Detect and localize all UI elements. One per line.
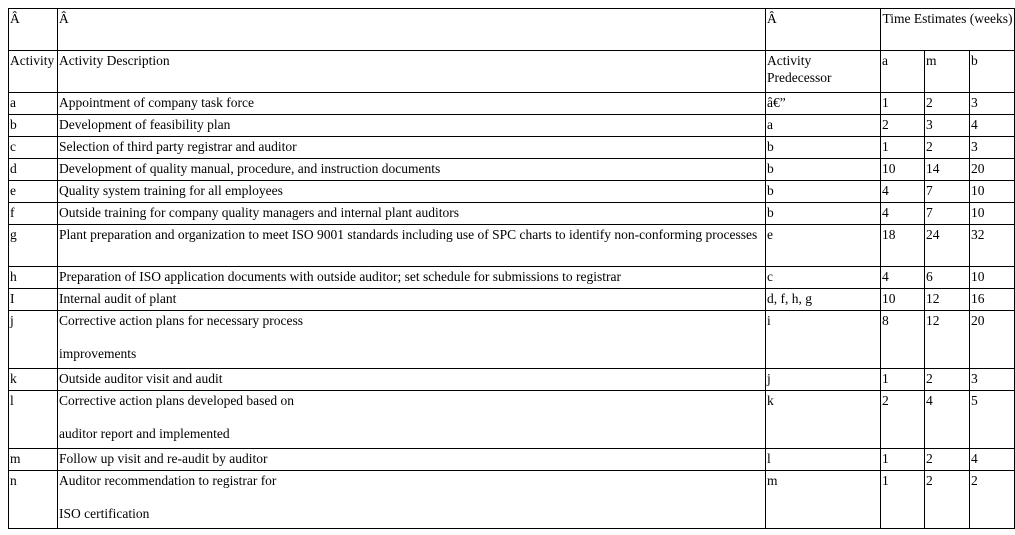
description-cell	[58, 289, 766, 311]
estimate-a-header: a	[881, 51, 925, 93]
activity-cell: b	[9, 115, 58, 137]
estimate-m-cell: 2	[925, 369, 970, 391]
activity-cell: e	[9, 181, 58, 203]
activity-cell: l	[9, 391, 58, 449]
estimate-a-cell: 1	[881, 369, 925, 391]
estimate-m-cell: 4	[925, 391, 970, 449]
description-line-2: auditor report and implemented	[59, 426, 230, 441]
description-line-1: Outside training for company quality managers and internal plant auditors	[59, 205, 460, 220]
activity-cell: d	[9, 159, 58, 181]
table-row	[9, 471, 1015, 529]
estimate-a-cell: 4	[881, 181, 925, 203]
activity-cell: f	[9, 203, 58, 225]
estimate-a-cell: 4	[881, 267, 925, 289]
estimate-m-cell: 2	[925, 137, 970, 159]
estimate-a-cell: 1	[881, 137, 925, 159]
table-row	[9, 181, 1015, 203]
table-row	[9, 391, 1015, 449]
header-blank-2: Â	[58, 9, 766, 51]
activity-header: Activity	[9, 51, 58, 93]
predecessor-cell: â€”	[766, 93, 881, 115]
predecessor-cell: b	[766, 181, 881, 203]
description-line-1: Corrective action plans developed based on	[59, 393, 295, 408]
estimate-m-cell: 3	[925, 115, 970, 137]
description-line-1: Preparation of ISO application documents with outside auditor; set schedule for submissions to registrar	[59, 269, 622, 284]
predecessor-cell: i	[766, 311, 881, 369]
description-line-1: Appointment of company task force	[59, 95, 254, 110]
predecessor-cell: j	[766, 369, 881, 391]
estimate-m-header: m	[925, 51, 970, 93]
table-row	[9, 225, 1015, 267]
predecessor-cell: l	[766, 449, 881, 471]
description-line-1: Auditor recommendation to registrar for	[59, 473, 277, 488]
estimate-a-cell: 1	[881, 449, 925, 471]
header-row-top	[9, 9, 1015, 51]
header-blank-3: Â	[766, 9, 881, 51]
description-line-1: Plant preparation and organization to meet ISO 9001 standards including use of SPC charts to identify non-conforming processes	[59, 227, 758, 242]
predecessor-cell: c	[766, 267, 881, 289]
description-cell	[58, 159, 766, 181]
description-cell	[58, 115, 766, 137]
predecessor-header: Activity Predecessor	[766, 51, 881, 93]
description-cell	[58, 203, 766, 225]
table-row	[9, 137, 1015, 159]
estimate-m-cell: 7	[925, 181, 970, 203]
activity-cell: j	[9, 311, 58, 369]
estimate-m-cell: 24	[925, 225, 970, 267]
estimate-b-cell: 3	[970, 93, 1015, 115]
estimate-b-cell: 20	[970, 159, 1015, 181]
estimate-m-cell: 12	[925, 289, 970, 311]
table-row	[9, 311, 1015, 369]
estimate-m-cell: 2	[925, 449, 970, 471]
description-line-1: Development of quality manual, procedure, and instruction documents	[59, 161, 441, 176]
predecessor-cell: e	[766, 225, 881, 267]
estimate-m-cell: 2	[925, 93, 970, 115]
estimate-m-cell: 14	[925, 159, 970, 181]
description-cell	[58, 137, 766, 159]
estimate-b-cell: 3	[970, 369, 1015, 391]
description-cell	[58, 449, 766, 471]
predecessor-cell: b	[766, 137, 881, 159]
table-row	[9, 203, 1015, 225]
estimate-b-cell: 4	[970, 115, 1015, 137]
estimate-b-cell: 4	[970, 449, 1015, 471]
description-line-1: Development of feasibility plan	[59, 117, 231, 132]
description-cell	[58, 471, 766, 529]
table-row	[9, 289, 1015, 311]
description-line-1: Corrective action plans for necessary process	[59, 313, 304, 328]
activity-cell: k	[9, 369, 58, 391]
description-cell	[58, 391, 766, 449]
estimate-a-cell: 10	[881, 289, 925, 311]
estimate-a-cell: 1	[881, 471, 925, 529]
predecessor-cell: a	[766, 115, 881, 137]
description-cell	[58, 181, 766, 203]
header-blank-1: Â	[9, 9, 58, 51]
estimate-b-cell: 10	[970, 181, 1015, 203]
predecessor-cell: d, f, h, g	[766, 289, 881, 311]
estimate-m-cell: 2	[925, 471, 970, 529]
table-row	[9, 449, 1015, 471]
description-line-1: Follow up visit and re-audit by auditor	[59, 451, 268, 466]
activity-cell: n	[9, 471, 58, 529]
predecessor-cell: b	[766, 203, 881, 225]
estimate-b-cell: 20	[970, 311, 1015, 369]
table-row	[9, 369, 1015, 391]
estimate-b-cell: 2	[970, 471, 1015, 529]
description-header: Activity Description	[58, 51, 766, 93]
description-line-1: Selection of third party registrar and auditor	[59, 139, 297, 154]
description-cell	[58, 369, 766, 391]
predecessor-cell: b	[766, 159, 881, 181]
estimate-b-cell: 10	[970, 203, 1015, 225]
activity-table	[8, 8, 1015, 529]
estimate-a-cell: 8	[881, 311, 925, 369]
table-body	[9, 9, 1015, 529]
description-cell	[58, 267, 766, 289]
description-cell	[58, 225, 766, 267]
description-cell	[58, 311, 766, 369]
activity-cell: h	[9, 267, 58, 289]
predecessor-cell: k	[766, 391, 881, 449]
table-row	[9, 267, 1015, 289]
estimate-a-cell: 10	[881, 159, 925, 181]
time-estimates-header: Time Estimates (weeks)	[881, 9, 1015, 51]
estimate-m-cell: 7	[925, 203, 970, 225]
description-line-2: improvements	[59, 346, 137, 361]
estimate-b-cell: 10	[970, 267, 1015, 289]
activity-cell: a	[9, 93, 58, 115]
estimate-m-cell: 6	[925, 267, 970, 289]
estimate-a-cell: 18	[881, 225, 925, 267]
estimate-a-cell: 4	[881, 203, 925, 225]
activity-cell: c	[9, 137, 58, 159]
description-line-1: Outside auditor visit and audit	[59, 371, 223, 386]
description-line-1: Internal audit of plant	[59, 291, 177, 306]
estimate-a-cell: 1	[881, 93, 925, 115]
description-cell	[58, 93, 766, 115]
activity-cell: I	[9, 289, 58, 311]
table-row	[9, 93, 1015, 115]
estimate-b-cell: 3	[970, 137, 1015, 159]
activity-cell: m	[9, 449, 58, 471]
header-row-columns	[9, 51, 1015, 93]
estimate-a-cell: 2	[881, 115, 925, 137]
estimate-b-header: b	[970, 51, 1015, 93]
predecessor-cell: m	[766, 471, 881, 529]
table-row	[9, 115, 1015, 137]
activity-cell: g	[9, 225, 58, 267]
description-line-2: ISO certification	[59, 506, 150, 521]
estimate-b-cell: 5	[970, 391, 1015, 449]
table-row	[9, 159, 1015, 181]
estimate-m-cell: 12	[925, 311, 970, 369]
estimate-b-cell: 16	[970, 289, 1015, 311]
estimate-a-cell: 2	[881, 391, 925, 449]
description-line-1: Quality system training for all employees	[59, 183, 283, 198]
estimate-b-cell: 32	[970, 225, 1015, 267]
